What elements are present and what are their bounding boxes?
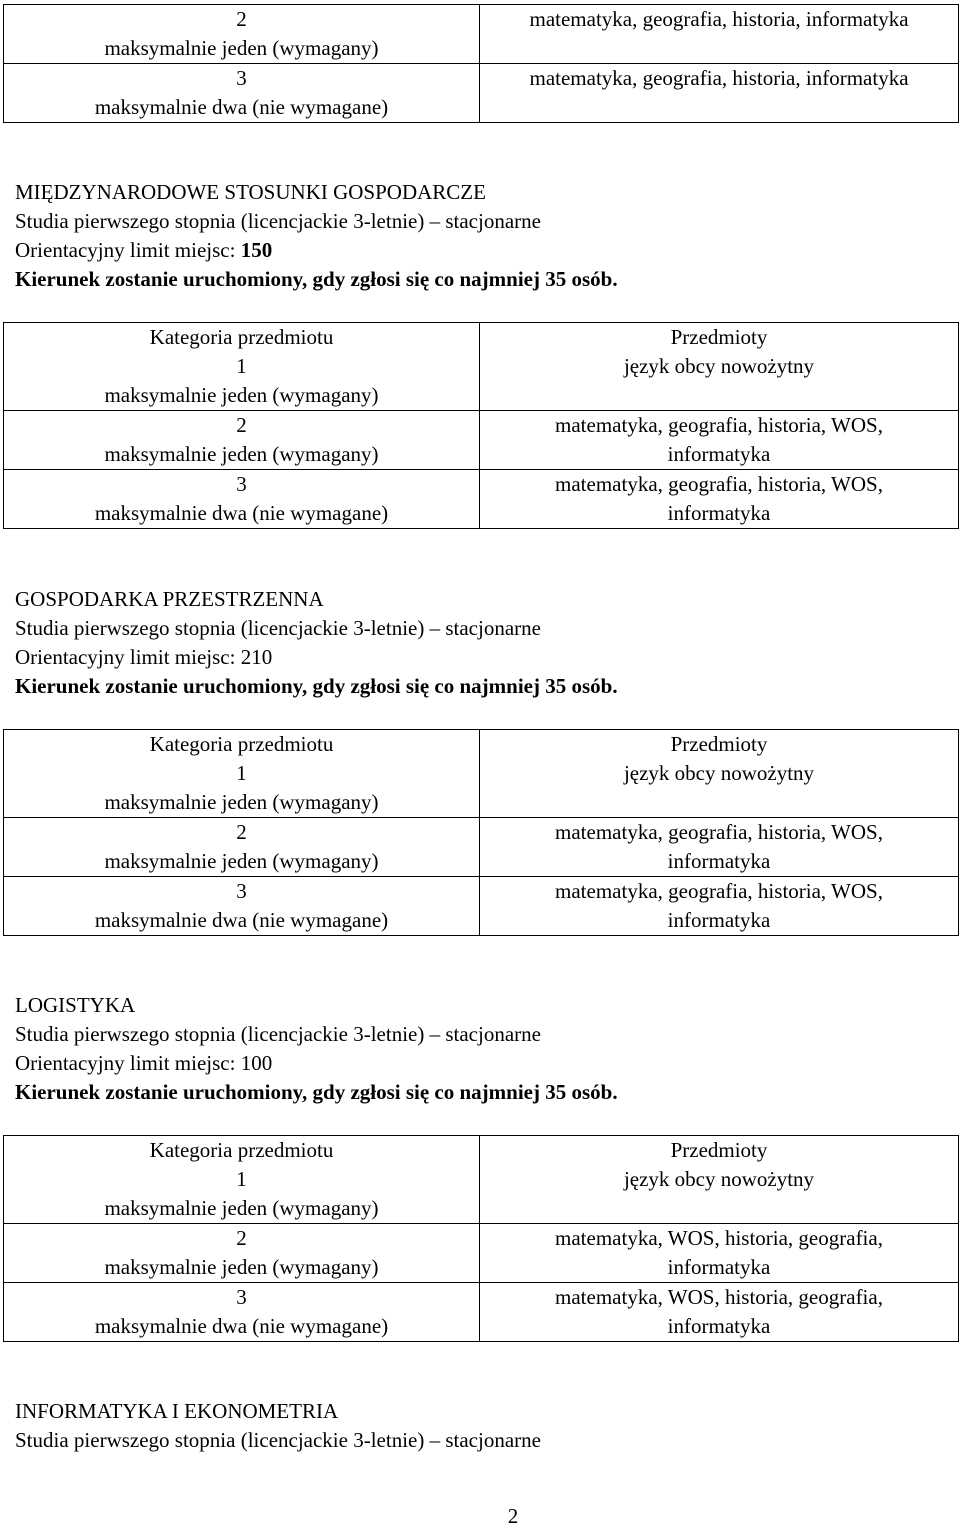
subjects-text: język obcy nowożytny bbox=[623, 354, 815, 378]
category-description: maksymalnie dwa (nie wymagane) bbox=[94, 1314, 389, 1338]
table-row bbox=[4, 470, 959, 529]
program-heading bbox=[15, 1397, 541, 1455]
column-header-subjects: Przedmioty bbox=[670, 325, 768, 349]
category-number: 3 bbox=[236, 472, 247, 496]
subjects-text: matematyka, geografia, historia, informatyka bbox=[529, 66, 909, 90]
category-description: maksymalnie dwa (nie wymagane) bbox=[94, 95, 389, 119]
table-row bbox=[4, 818, 959, 877]
subjects-cell bbox=[480, 323, 959, 411]
category-number: 2 bbox=[236, 820, 247, 844]
subjects-table-continued bbox=[3, 4, 959, 123]
study-type: Studia pierwszego stopnia (licencjackie 3-letnie) – stacjonarne bbox=[15, 209, 541, 233]
category-description: maksymalnie jeden (wymagany) bbox=[104, 790, 379, 814]
column-header-subjects: Przedmioty bbox=[670, 1138, 768, 1162]
subjects-text: informatyka bbox=[667, 908, 771, 932]
empty-line bbox=[480, 788, 958, 817]
subjects-text: informatyka bbox=[667, 1314, 771, 1338]
subjects-text: informatyka bbox=[667, 1255, 771, 1279]
limit-value: 210 bbox=[240, 645, 273, 669]
category-number: 2 bbox=[236, 1226, 247, 1250]
category-description: maksymalnie jeden (wymagany) bbox=[104, 1196, 379, 1220]
category-description: maksymalnie dwa (nie wymagane) bbox=[94, 501, 389, 525]
study-type: Studia pierwszego stopnia (licencjackie 3-letnie) – stacjonarne bbox=[15, 616, 541, 640]
program-title: MIĘDZYNARODOWE STOSUNKI GOSPODARCZE bbox=[15, 180, 486, 204]
subjects-cell bbox=[480, 1283, 959, 1342]
subjects-text: informatyka bbox=[667, 849, 771, 873]
table-header-row bbox=[4, 730, 959, 818]
table-header-row bbox=[4, 323, 959, 411]
limit-label: Orientacyjny limit miejsc: bbox=[15, 1051, 236, 1075]
program-heading bbox=[15, 585, 618, 701]
column-header-category: Kategoria przedmiotu bbox=[149, 732, 334, 756]
subjects-text: język obcy nowożytny bbox=[623, 761, 815, 785]
table-row bbox=[4, 411, 959, 470]
category-description: maksymalnie jeden (wymagany) bbox=[104, 442, 379, 466]
subjects-cell bbox=[480, 411, 959, 470]
category-description: maksymalnie jeden (wymagany) bbox=[104, 383, 379, 407]
subjects-table bbox=[3, 1135, 959, 1342]
subjects-text: matematyka, WOS, historia, geografia, bbox=[555, 1285, 883, 1309]
subjects-cell bbox=[480, 1136, 959, 1224]
category-number: 2 bbox=[236, 413, 247, 437]
subjects-cell bbox=[480, 730, 959, 818]
subjects-text: matematyka, geografia, historia, informatyka bbox=[529, 7, 909, 31]
table-row bbox=[4, 877, 959, 936]
limit-label: Orientacyjny limit miejsc: bbox=[15, 645, 236, 669]
limit-value: 150 bbox=[240, 238, 273, 262]
category-number: 3 bbox=[236, 879, 247, 903]
category-number: 1 bbox=[236, 1167, 247, 1191]
limit-line bbox=[15, 1049, 618, 1078]
empty-line bbox=[480, 1194, 958, 1223]
subjects-cell bbox=[480, 5, 959, 64]
category-description: maksymalnie jeden (wymagany) bbox=[104, 36, 379, 60]
limit-label: Orientacyjny limit miejsc: bbox=[15, 238, 236, 262]
category-number: 3 bbox=[236, 1285, 247, 1309]
category-description: maksymalnie dwa (nie wymagane) bbox=[94, 908, 389, 932]
table-row bbox=[4, 1224, 959, 1283]
launch-note: Kierunek zostanie uruchomiony, gdy zgłosi się co najmniej 35 osób. bbox=[15, 1080, 618, 1104]
category-cell bbox=[4, 411, 480, 470]
study-type: Studia pierwszego stopnia (licencjackie 3-letnie) – stacjonarne bbox=[15, 1428, 541, 1452]
program-heading bbox=[15, 991, 618, 1107]
study-type: Studia pierwszego stopnia (licencjackie 3-letnie) – stacjonarne bbox=[15, 1022, 541, 1046]
limit-value: 100 bbox=[240, 1051, 273, 1075]
limit-line bbox=[15, 643, 618, 672]
category-cell bbox=[4, 470, 480, 529]
subjects-table bbox=[3, 322, 959, 529]
category-description: maksymalnie jeden (wymagany) bbox=[104, 849, 379, 873]
category-cell bbox=[4, 5, 480, 64]
subjects-text: matematyka, geografia, historia, WOS, bbox=[555, 472, 883, 496]
category-number: 3 bbox=[236, 66, 247, 90]
category-cell bbox=[4, 730, 480, 818]
limit-line bbox=[15, 236, 618, 265]
subjects-cell bbox=[480, 470, 959, 529]
program-title: GOSPODARKA PRZESTRZENNA bbox=[15, 587, 324, 611]
empty-line bbox=[480, 381, 958, 410]
subjects-text: matematyka, geografia, historia, WOS, bbox=[555, 820, 883, 844]
program-heading bbox=[15, 178, 618, 294]
category-cell bbox=[4, 64, 480, 123]
subjects-text: matematyka, WOS, historia, geografia, bbox=[555, 1226, 883, 1250]
category-cell bbox=[4, 877, 480, 936]
category-cell bbox=[4, 818, 480, 877]
subjects-cell bbox=[480, 877, 959, 936]
category-cell bbox=[4, 1136, 480, 1224]
subjects-text: informatyka bbox=[667, 442, 771, 466]
subjects-cell bbox=[480, 1224, 959, 1283]
category-description: maksymalnie jeden (wymagany) bbox=[104, 1255, 379, 1279]
table-row bbox=[4, 5, 959, 64]
column-header-subjects: Przedmioty bbox=[670, 732, 768, 756]
subjects-table bbox=[3, 729, 959, 936]
page-number: 2 bbox=[507, 1504, 519, 1528]
subjects-text: matematyka, geografia, historia, WOS, bbox=[555, 879, 883, 903]
category-number: 1 bbox=[236, 354, 247, 378]
program-title: LOGISTYKA bbox=[15, 993, 136, 1017]
program-title: INFORMATYKA I EKONOMETRIA bbox=[15, 1399, 339, 1423]
column-header-category: Kategoria przedmiotu bbox=[149, 1138, 334, 1162]
subjects-text: język obcy nowożytny bbox=[623, 1167, 815, 1191]
category-number: 1 bbox=[236, 761, 247, 785]
subjects-text: matematyka, geografia, historia, WOS, bbox=[555, 413, 883, 437]
category-cell bbox=[4, 323, 480, 411]
launch-note: Kierunek zostanie uruchomiony, gdy zgłosi się co najmniej 35 osób. bbox=[15, 674, 618, 698]
table-row bbox=[4, 64, 959, 123]
subjects-cell bbox=[480, 818, 959, 877]
table-header-row bbox=[4, 1136, 959, 1224]
subjects-text: informatyka bbox=[667, 501, 771, 525]
category-cell bbox=[4, 1283, 480, 1342]
category-cell bbox=[4, 1224, 480, 1283]
table-row bbox=[4, 1283, 959, 1342]
launch-note: Kierunek zostanie uruchomiony, gdy zgłosi się co najmniej 35 osób. bbox=[15, 267, 618, 291]
subjects-cell bbox=[480, 64, 959, 123]
column-header-category: Kategoria przedmiotu bbox=[149, 325, 334, 349]
category-number: 2 bbox=[236, 7, 247, 31]
